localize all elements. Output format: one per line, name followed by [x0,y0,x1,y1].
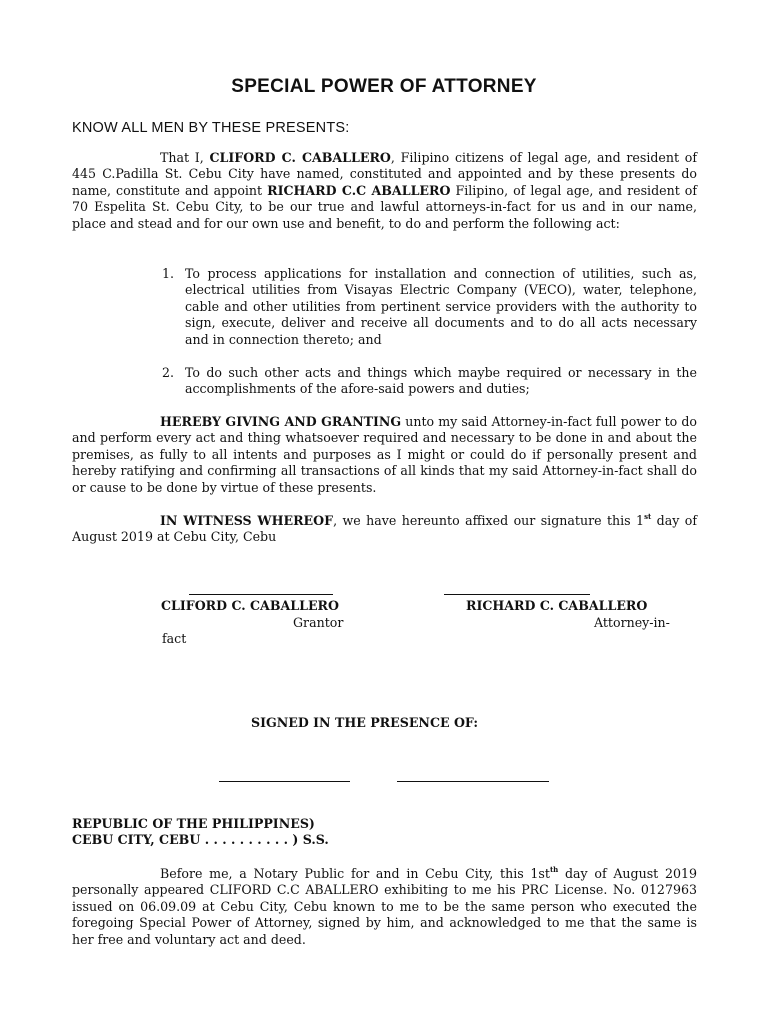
intro-heading: KNOW ALL MEN BY THESE PRESENTS: [72,120,350,136]
grantor-name: CLIFORD C. CABALLERO [209,150,391,165]
witness-text-b: day of August 2019 at Cebu City, Cebu [72,513,698,545]
p1-text-c: Filipino, of legal age, and resident of 70 Espelita St. Cebu City, to be our true and lawful attorneys-in-fact for us and in our name, place and stead and for our own use and benefit, to do and perform the following act: [72,182,698,231]
witness-heading-presence: SIGNED IN THE PRESENCE OF: [251,715,479,730]
p1-text-a: That I, [160,150,210,165]
grantor-signature-name: CLIFORD C. CABALLERO [161,598,339,613]
grantor-signature-line [189,594,333,595]
venue-city: CEBU CITY, CEBU . . . . . . . . . . ) S.S. [72,832,329,847]
witness-heading: IN WITNESS WHEREOF [160,513,334,528]
list-item-text: To process applications for installation and connection of utilities, such as, electrical utilities from Visayas Electric Company (VECO), water, telephone, cable and other utilities from pertinent service providers with the authority to sign, execute, deliver and receive all documents and to do all acts necessary and in connection thereto; and [185,266,697,347]
grantor-role: Grantor [293,615,344,630]
attorney-role: Attorney-in- [594,615,670,630]
notary-paragraph [72,866,697,948]
granting-paragraph [72,414,697,496]
document-title: SPECIAL POWER OF ATTORNEY [231,76,537,97]
list-item-text: To do such other acts and things which maybe required or necessary in the accomplishments of the afore-said powers and duties; [185,365,697,397]
notary-text-b: day of August 2019 personally appeared CLIFORD C.C ABALLERO exhibiting to me his PRC License. No. 0127963 issued on 06.09.09 at Cebu City, Cebu known to me to be the same person who executed the foregoing Special Power of Attorney, signed by him, and acknowledged to me that the same is her free and voluntary act and deed. [72,866,697,947]
venue-republic: REPUBLIC OF THE PHILIPPINES) [72,816,315,831]
notary-date-suffix: th [549,865,559,874]
appointment-paragraph [72,150,697,232]
witness-signature-line-1 [219,781,350,782]
attorney-name: RICHARD C.C ABALLERO [267,182,451,198]
p1-text-b: , Filipino citizens of legal age, and resident of 445 C.Padilla St. Cebu City have named, constituted and appointed and by these presents do name, constitute and appoint [72,150,697,198]
granting-text: unto my said Attorney-in-fact full power to do and perform every act and thing whatsoever required and necessary to be done in and about the premises, as fully to all intents and purposes as I might or could do if personally present and hereby ratifying and confirming all transactions of all kinds that my said Attorney-in-fact shall do or cause to be done by virtue of these presents. [72,414,697,495]
granting-heading: HEREBY GIVING AND GRANTING [160,414,402,429]
notary-text-a: Before me, a Notary Public for and in Cebu City, this 1st [160,866,550,881]
witness-signature-line-2 [397,781,549,782]
list-item-number: 1. [162,266,175,281]
witness-date-suffix: st [644,512,652,521]
attorney-role-continued: fact [162,631,187,646]
witness-paragraph [72,513,697,546]
list-item [162,365,697,398]
attorney-signature-line [444,594,590,595]
attorney-signature-name: RICHARD C. CABALLERO [466,598,648,613]
witness-text-a: , we have hereunto affixed our signature this 1 [333,513,645,528]
list-item-number: 2. [162,365,175,380]
list-item [162,266,697,348]
